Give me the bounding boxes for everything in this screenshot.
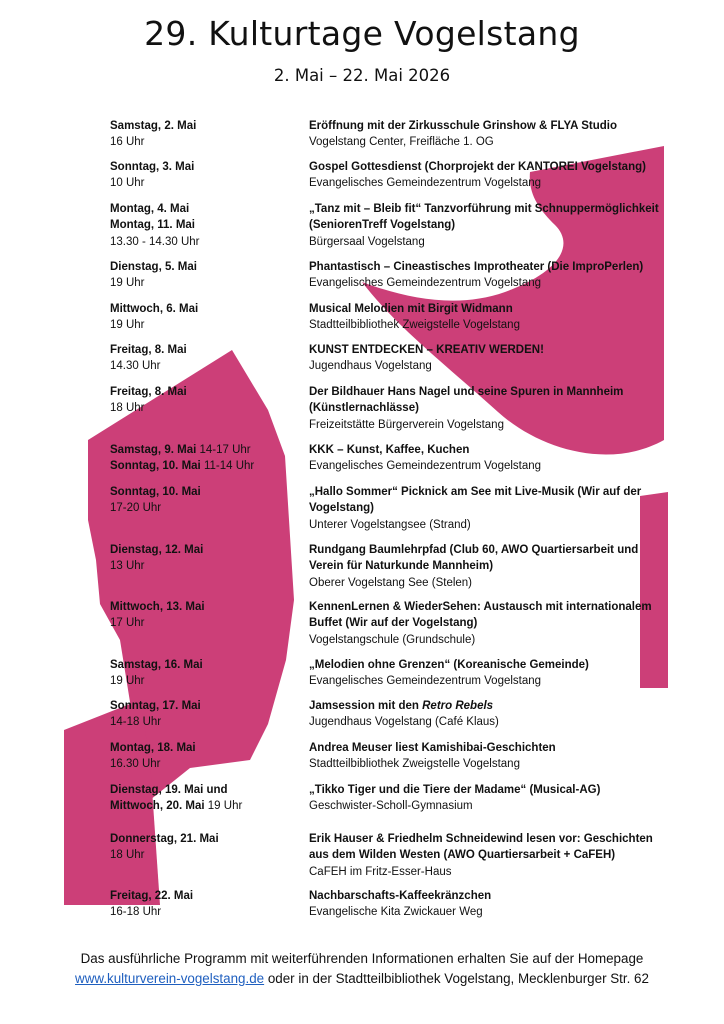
event-what	[309, 831, 667, 880]
event-time: 14-17 Uhr	[199, 444, 251, 456]
event-day: Montag, 4. Mai	[110, 203, 190, 215]
event-time: 14-18 Uhr	[110, 716, 162, 729]
event-location: Bürgersaal Vogelstang	[309, 235, 425, 248]
event-title: „Tanz mit – Bleib fit“ Tanzvorführung mit Schnuppermöglichkeit (SeniorenTreff Vogelstang)	[309, 203, 659, 232]
event-location: Evangelisches Gemeindezentrum Vogelstang	[309, 177, 542, 190]
event-when	[110, 888, 306, 921]
event-title: „Hallo Sommer“ Picknick am See mit Live-Musik (Wir auf der Vogelstang)	[309, 486, 642, 515]
event-day: Samstag, 2. Mai	[110, 120, 197, 132]
event-time: 10 Uhr	[110, 177, 145, 190]
event-location: Evangelisches Gemeindezentrum Vogelstang	[309, 460, 542, 473]
event-title: KUNST ENTDECKEN – KREATIV WERDEN!	[309, 344, 544, 356]
event-what	[309, 782, 667, 815]
event-time: 18 Uhr	[110, 402, 145, 415]
event-time: 13 Uhr	[110, 560, 145, 573]
event-time: 16-18 Uhr	[110, 906, 162, 919]
event-location: Stadtteilbibliothek Zweigstelle Vogelstang	[309, 758, 520, 771]
event-location: Evangelisches Gemeindezentrum Vogelstang	[309, 675, 542, 688]
event-location: Evangelische Kita Zwickauer Weg	[309, 906, 483, 919]
event-day-line-second	[110, 798, 306, 814]
event-day: Samstag, 9. Mai	[110, 444, 197, 456]
event-time: 19 Uhr	[110, 277, 145, 290]
event-title: Rundgang Baumlehrpfad (Club 60, AWO Quartiersarbeit und Verein für Naturkunde Mannheim)	[309, 544, 639, 573]
event-what	[309, 342, 667, 375]
event-when	[110, 442, 306, 475]
event-day-line	[110, 442, 306, 458]
event-when	[110, 698, 306, 731]
event-when	[110, 657, 306, 690]
event-what	[309, 542, 667, 591]
event-day: Sonntag, 17. Mai	[110, 700, 201, 712]
event-day: Dienstag, 19. Mai und	[110, 784, 228, 796]
event-location: Jugendhaus Vogelstang	[309, 360, 432, 373]
event-time: 19 Uhr	[110, 675, 145, 688]
footer-library-text: oder in der Stadtteilbibliothek Vogelstang, Mecklenburger Str. 62	[264, 971, 649, 986]
event-time: 16 Uhr	[110, 136, 145, 149]
event-time: 13.30 - 14.30 Uhr	[110, 235, 200, 248]
footer-info	[0, 949, 724, 989]
event-location: Geschwister-Scholl-Gymnasium	[309, 800, 473, 813]
event-title: Nachbarschafts-Kaffeekränzchen	[309, 890, 492, 902]
event-title: Andrea Meuser liest Kamishibai-Geschichten	[309, 742, 556, 754]
event-title-band: Retro Rebels	[422, 700, 494, 712]
event-what	[309, 888, 667, 921]
event-title: Musical Melodien mit Birgit Widmann	[309, 303, 513, 315]
event-what	[309, 384, 667, 433]
event-when	[110, 259, 306, 292]
event-when	[110, 384, 306, 417]
event-when	[110, 782, 306, 815]
event-when	[110, 118, 306, 151]
event-title-prefix: Jamsession mit den	[309, 700, 423, 712]
event-location: Freizeitstätte Bürgerverein Vogelstang	[309, 418, 504, 431]
date-range: 2. Mai – 22. Mai 2026	[273, 66, 451, 85]
event-what	[309, 698, 667, 731]
event-when	[110, 342, 306, 375]
event-title	[309, 698, 667, 714]
event-time: 19 Uhr	[110, 319, 145, 332]
event-time: 16.30 Uhr	[110, 758, 161, 771]
event-day: Sonntag, 10. Mai	[110, 486, 201, 498]
event-title: Gospel Gottesdienst (Chorprojekt der KANTOREI Vogelstang)	[309, 161, 646, 173]
event-what	[309, 657, 667, 690]
event-what	[309, 301, 667, 334]
event-location: Evangelisches Gemeindezentrum Vogelstang	[309, 277, 542, 290]
event-when	[110, 484, 306, 517]
event-what	[309, 484, 667, 533]
event-day: Donnerstag, 21. Mai	[110, 833, 219, 845]
event-location: Unterer Vogelstangsee (Strand)	[309, 518, 471, 531]
event-time: 14.30 Uhr	[110, 360, 161, 373]
event-day: Montag, 18. Mai	[110, 742, 196, 754]
event-day: Samstag, 16. Mai	[110, 659, 203, 671]
event-day: Freitag, 8. Mai	[110, 344, 187, 356]
event-day-second: Mittwoch, 20. Mai	[110, 800, 205, 813]
event-what	[309, 442, 667, 475]
event-day: Sonntag, 3. Mai	[110, 161, 195, 173]
event-title: Erik Hauser & Friedhelm Schneidewind lesen vor: Geschichten aus dem Wilden Westen (AWO Quartiersarbeit + CaFEH)	[309, 833, 653, 862]
event-title: KKK – Kunst, Kaffee, Kuchen	[309, 444, 470, 456]
event-what	[309, 159, 667, 192]
event-day: Mittwoch, 13. Mai	[110, 601, 205, 613]
event-when	[110, 159, 306, 192]
page-title: 29. Kulturtage Vogelstang	[144, 14, 580, 53]
event-title: KennenLernen & WiederSehen: Austausch mit internationalem Buffet (Wir auf der Vogelstang)	[309, 601, 652, 630]
event-time: 17 Uhr	[110, 617, 145, 630]
event-what	[309, 599, 667, 648]
event-what	[309, 118, 667, 151]
event-day-second: Sonntag, 10. Mai	[110, 460, 201, 473]
footer-line-2	[0, 969, 724, 989]
footer-line-1: Das ausführliche Programm mit weiterführenden Informationen erhalten Sie auf der Homepage	[80, 951, 644, 966]
event-day: Dienstag, 12. Mai	[110, 544, 204, 556]
event-what	[309, 740, 667, 773]
event-time: 19 Uhr	[207, 800, 243, 813]
event-location: Stadtteilbibliothek Zweigstelle Vogelstang	[309, 319, 520, 332]
event-title: Eröffnung mit der Zirkusschule Grinshow & FLYA Studio	[309, 120, 617, 132]
event-location: CaFEH im Fritz-Esser-Haus	[309, 865, 452, 878]
event-time: 18 Uhr	[110, 849, 145, 862]
event-day: Freitag, 8. Mai	[110, 386, 187, 398]
event-day: Dienstag, 5. Mai	[110, 261, 197, 273]
event-title: Der Bildhauer Hans Nagel und seine Spuren in Mannheim (Künstlernachlässe)	[309, 386, 624, 415]
event-when	[110, 831, 306, 864]
event-title: „Melodien ohne Grenzen“ (Koreanische Gemeinde)	[309, 659, 589, 671]
event-location: Oberer Vogelstang See (Stelen)	[309, 576, 473, 589]
event-when	[110, 201, 306, 250]
event-day: Mittwoch, 6. Mai	[110, 303, 199, 315]
event-what	[309, 201, 667, 250]
homepage-link[interactable]: www.kulturverein-vogelstang.de	[75, 971, 265, 986]
event-location: Vogelstangschule (Grundschule)	[309, 633, 476, 646]
event-location: Jugendhaus Vogelstang (Café Klaus)	[309, 716, 499, 729]
event-what	[309, 259, 667, 292]
event-when	[110, 542, 306, 575]
event-time: 17-20 Uhr	[110, 502, 162, 515]
event-day-line-second	[110, 458, 306, 474]
event-when	[110, 599, 306, 632]
event-when	[110, 301, 306, 334]
event-location: Vogelstang Center, Freifläche 1. OG	[309, 136, 494, 149]
event-when	[110, 740, 306, 773]
event-title: Phantastisch – Cineastisches Improtheater (Die ImproPerlen)	[309, 261, 644, 273]
event-time-second: 11-14 Uhr	[203, 460, 255, 473]
event-day-second: Montag, 11. Mai	[110, 219, 195, 232]
event-title: „Tikko Tiger und die Tiere der Madame“ (Musical-AG)	[309, 784, 601, 796]
event-day: Freitag, 22. Mai	[110, 890, 194, 902]
